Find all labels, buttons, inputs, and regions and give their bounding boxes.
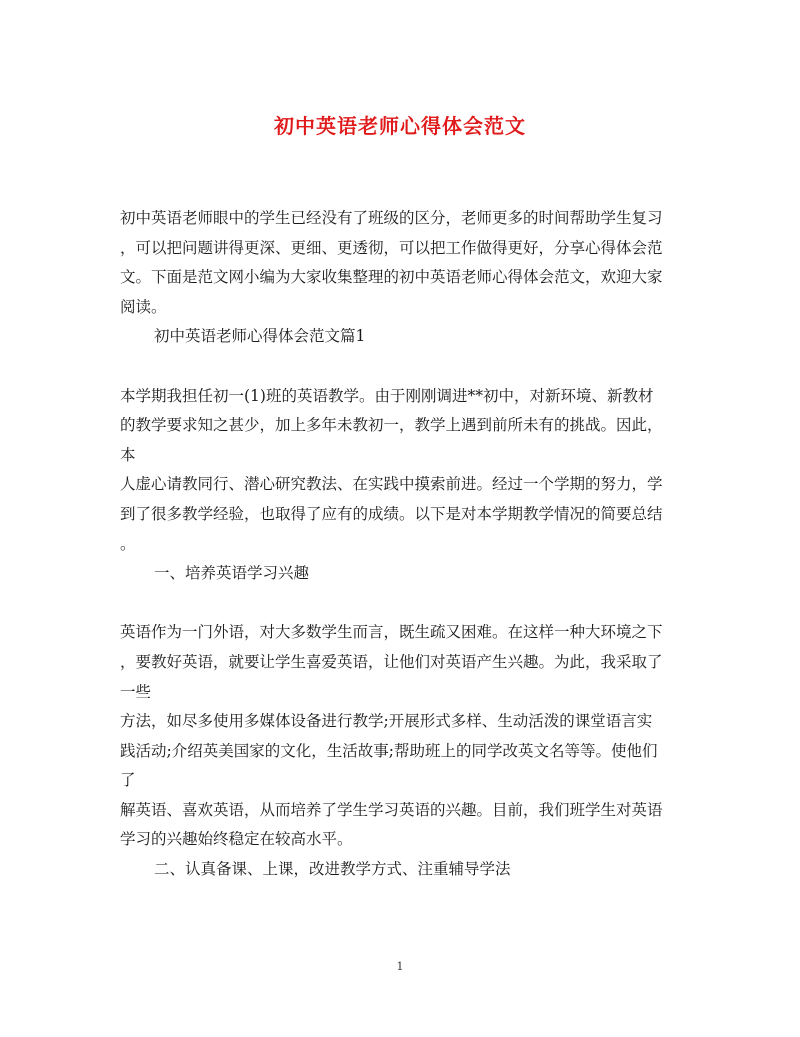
paragraph-line: 本 <box>120 445 136 464</box>
paragraph-line: 阅读。 <box>120 297 167 316</box>
paragraph-line: 文。下面是范文网小编为大家收集整理的初中英语老师心得体会范文，欢迎大家 <box>120 268 663 287</box>
paragraph-line: 到了很多教学经验，也取得了应有的成绩。以下是对本学期教学情况的简要总结 <box>120 504 663 523</box>
paragraph-line: 本学期我担任初一(1)班的英语教学。由于刚刚调进**初中，对新环境、新教材 <box>120 386 654 405</box>
document-body <box>120 204 690 885</box>
paragraph-line: 学习的兴趣始终稳定在较高水平。 <box>120 830 353 849</box>
paragraph-line: 践活动;介绍英美国家的文化，生活故事;帮助班上的同学改英文名等等。使他们 <box>120 741 658 760</box>
blank-line <box>120 589 690 619</box>
paragraph-line: 了 <box>120 771 136 790</box>
paragraph-line: 初中英语老师眼中的学生已经没有了班级的区分，老师更多的时间帮助学生复习 <box>120 209 663 227</box>
page-number: 1 <box>396 960 404 973</box>
paragraph-line: 。 <box>120 534 136 553</box>
paragraph-line: 方法，如尽多使用多媒体设备进行教学;开展形式多样、生动活泼的课堂语言实 <box>120 712 653 731</box>
paragraph-line: 的教学要求知之甚少，加上多年未教初一，教学上遇到前所未有的挑战。因此， <box>120 416 663 435</box>
paragraph-line: 解英语、喜欢英语，从而培养了学生学习英语的兴趣。目前，我们班学生对英语 <box>120 800 663 819</box>
section-heading: 初中英语老师心得体会范文篇1 <box>154 327 366 346</box>
paragraph-line: 英语作为一门外语，对大多数学生而言，既生疏又困难。在这样一种大环境之下 <box>120 623 663 642</box>
paragraph-line: 一些 <box>120 682 152 701</box>
section-heading: 二、认真备课、上课，改进教学方式、注重辅导学法 <box>154 860 511 879</box>
blank-line <box>120 352 690 382</box>
paragraph-line: 人虚心请教同行、潜心研究教法、在实践中摸索前进。经过一个学期的努力，学 <box>120 475 663 494</box>
paragraph-line: ，要教好英语，就要让学生喜爱英语，让他们对英语产生兴趣。为此，我采取了 <box>120 652 663 671</box>
document-title: 初中英语老师心得体会范文 <box>274 114 526 138</box>
section-heading: 一、培养英语学习兴趣 <box>154 564 310 583</box>
paragraph-line: ，可以把问题讲得更深、更细、更透彻，可以把工作做得更好，分享心得体会范 <box>120 238 663 257</box>
